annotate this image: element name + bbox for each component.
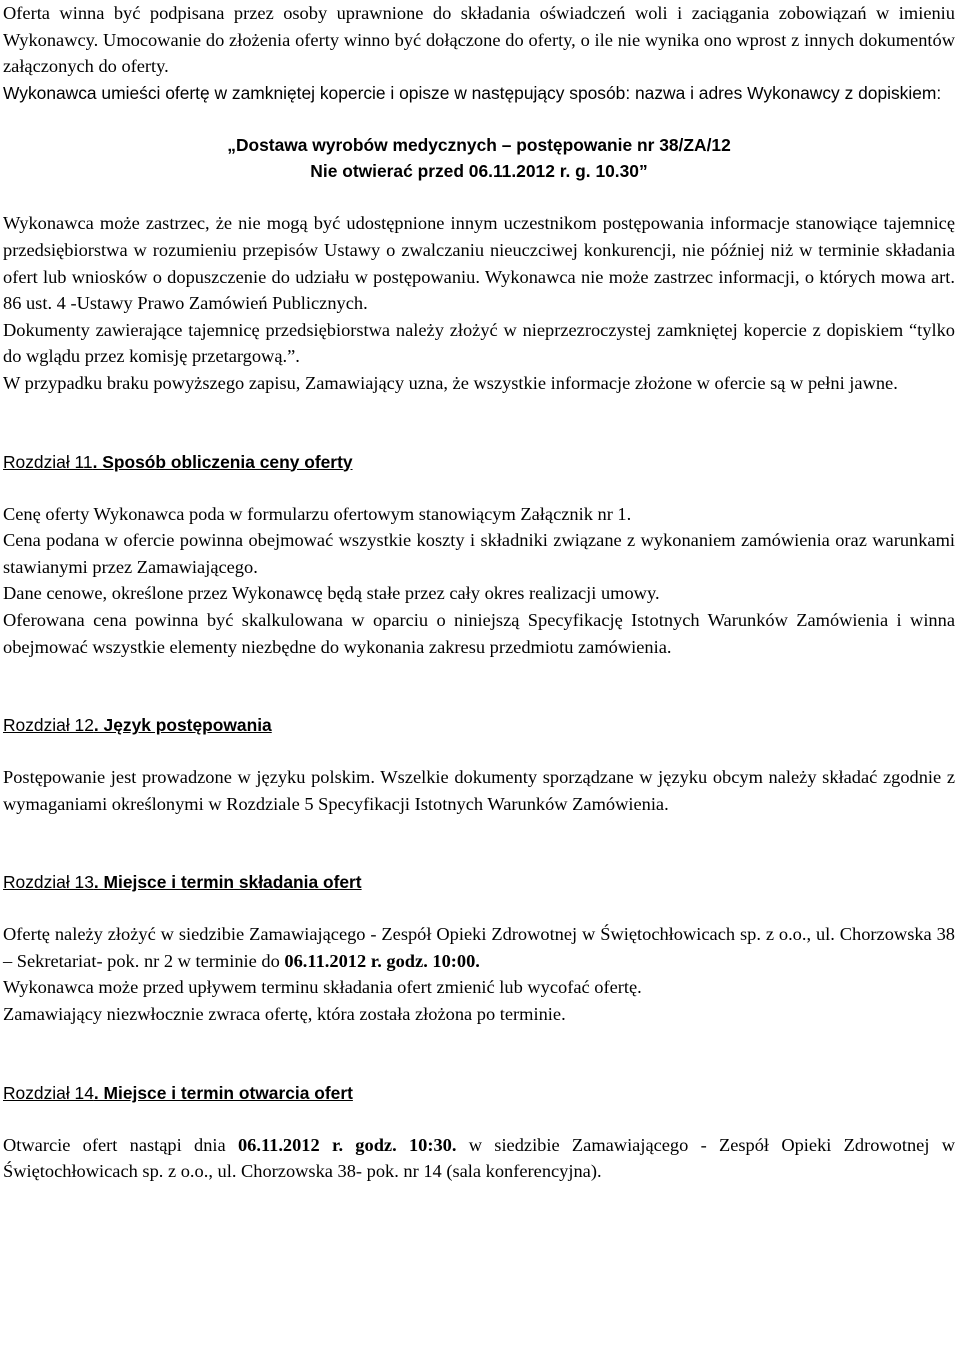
- chapter-14-opening-date: 06.11.2012 r. godz. 10:30.: [237, 1134, 457, 1155]
- intro-paragraph-envelope: Wykonawca umieści ofertę w zamkniętej kopercie i opisze w następujący sposób: nazwa i adres Wykonawcy z dopiskiem:: [3, 82, 942, 103]
- chapter-11-paragraph-1: Cenę oferty Wykonawca poda w formularzu ofertowym stanowiącym Załącznik nr 1.: [3, 503, 632, 524]
- spacer: [3, 738, 955, 764]
- chapter-13-location-text: Ofertę należy złożyć w siedzibie Zamawiającego - Zespół Opieki Zdrowotnej w Świętochłowicach sp. z o.o., ul. Chorzowska 38 – Sekretariat- pok. nr 2 w terminie do: [3, 924, 955, 971]
- spacer: [3, 397, 955, 449]
- chapter-11-number: Rozdział 11: [3, 451, 93, 472]
- spacer: [3, 475, 955, 501]
- chapter-12-paragraph-1: Postępowanie jest prowadzone w języku polskim. Wszelkie dokumenty sporządzane w języku obcym należy składać zgodnie z wymaganiami określonymi w Rozdziale 5 Specyfikacji Istotnych Warunków Zamówienia.: [3, 767, 955, 814]
- chapter-11-paragraph-4: Oferowana cena powinna być skalkulowana w oparciu o niniejszą Specyfikację Istotnych Warunków Zamówienia i winna obejmować wszystkie elementy niezbędne do wykonania zakresu przedmiotu zamówienia.: [3, 609, 955, 657]
- chapter-11-heading: [3, 449, 955, 475]
- chapter-14-paragraph-1: [3, 1132, 955, 1185]
- envelope-label-line-1: „Dostawa wyrobów medycznych – postępowanie nr 38/ZA/12: [227, 135, 731, 156]
- spacer: [3, 1106, 955, 1132]
- chapter-13-paragraph-2: Wykonawca może przed upływem terminu składania ofert zmienić lub wycofać ofertę.: [3, 977, 642, 998]
- chapter-13-paragraph-3: Zamawiający niezwłocznie zwraca ofertę, która została złożona po terminie.: [3, 1004, 566, 1025]
- chapter-12-number: Rozdział 12: [3, 715, 94, 736]
- chapter-11-paragraph-3: Dane cenowe, określone przez Wykonawcę będą stałe przez cały okres realizacji umowy.: [3, 583, 660, 604]
- chapter-12-heading: [3, 712, 955, 738]
- chapter-11-title: . Sposób obliczenia ceny oferty: [92, 451, 353, 472]
- spacer: [3, 660, 955, 712]
- intro-paragraph-signature: Oferta winna być podpisana przez osoby uprawnione do składania oświadczeń woli i zaciągania zobowiązań w imieniu Wykonawcy. Umocowanie do złożenia oferty winno być dołączone do oferty, o ile nie wynika ono wprost z innych dokumentów załączonych do oferty.: [3, 3, 955, 77]
- chapter-14-title: . Miejsce i termin otwarcia ofert: [93, 1082, 353, 1103]
- chapter-13-number: Rozdział 13: [3, 872, 94, 893]
- spacer: [3, 106, 955, 132]
- document-page: [3, 0, 955, 1185]
- chapter-14-intro-text: Otwarcie ofert nastąpi dnia: [3, 1134, 238, 1155]
- spacer: [3, 184, 955, 210]
- chapter-13-paragraph-1: [3, 921, 955, 974]
- chapter-12-title: . Język postępowania: [93, 715, 272, 736]
- chapter-11-paragraph-2: Cena podana w ofercie powinna obejmować wszystkie koszty i składniki związane z wykonaniem zamówienia oraz warunkami stawianymi przez Zamawiającego.: [3, 530, 955, 577]
- trade-secret-documents-paragraph: Dokumenty zawierające tajemnicę przedsiębiorstwa należy złożyć w nieprzezroczystej zamkniętej kopercie z dopiskiem “tylko do wglądu przez komisję przetargową.”.: [3, 319, 955, 367]
- chapter-14-heading: [3, 1080, 955, 1106]
- chapter-13-deadline: 06.11.2012 r. godz. 10:00.: [284, 950, 480, 971]
- spacer: [3, 817, 955, 869]
- envelope-label-line-2: Nie otwierać przed 06.11.2012 r. g. 10.30”: [310, 161, 648, 182]
- spacer: [3, 1028, 955, 1080]
- chapter-13-heading: [3, 869, 955, 895]
- chapter-14-location-text: w siedzibie Zamawiającego - Zespół Opieki Zdrowotnej w Świętochłowicach sp. z o.o., ul. Chorzowska 38- pok. nr 14 (sala konferencyjna).: [3, 1134, 955, 1182]
- chapter-13-title: . Miejsce i termin składania ofert: [93, 872, 362, 893]
- chapter-14-number: Rozdział 14: [3, 1082, 94, 1103]
- trade-secret-public-paragraph: W przypadku braku powyższego zapisu, Zamawiający uzna, że wszystkie informacje złożone w ofercie są w pełni jawne.: [3, 372, 898, 393]
- trade-secret-paragraph: Wykonawca może zastrzec, że nie mogą być udostępnione innym uczestnikom postępowania informacje stanowiące tajemnicę przedsiębiorstwa w rozumieniu przepisów Ustawy o zwalczaniu nieuczciwej konkurencji, nie później niż w terminie składania ofert lub wniosków o dopuszczenie do udziału w postępowaniu. Wykonawca nie może zastrzec informacji, o których mowa art. 86 ust. 4 -Ustawy Prawo Zamówień Publicznych.: [3, 213, 955, 314]
- spacer: [3, 895, 955, 921]
